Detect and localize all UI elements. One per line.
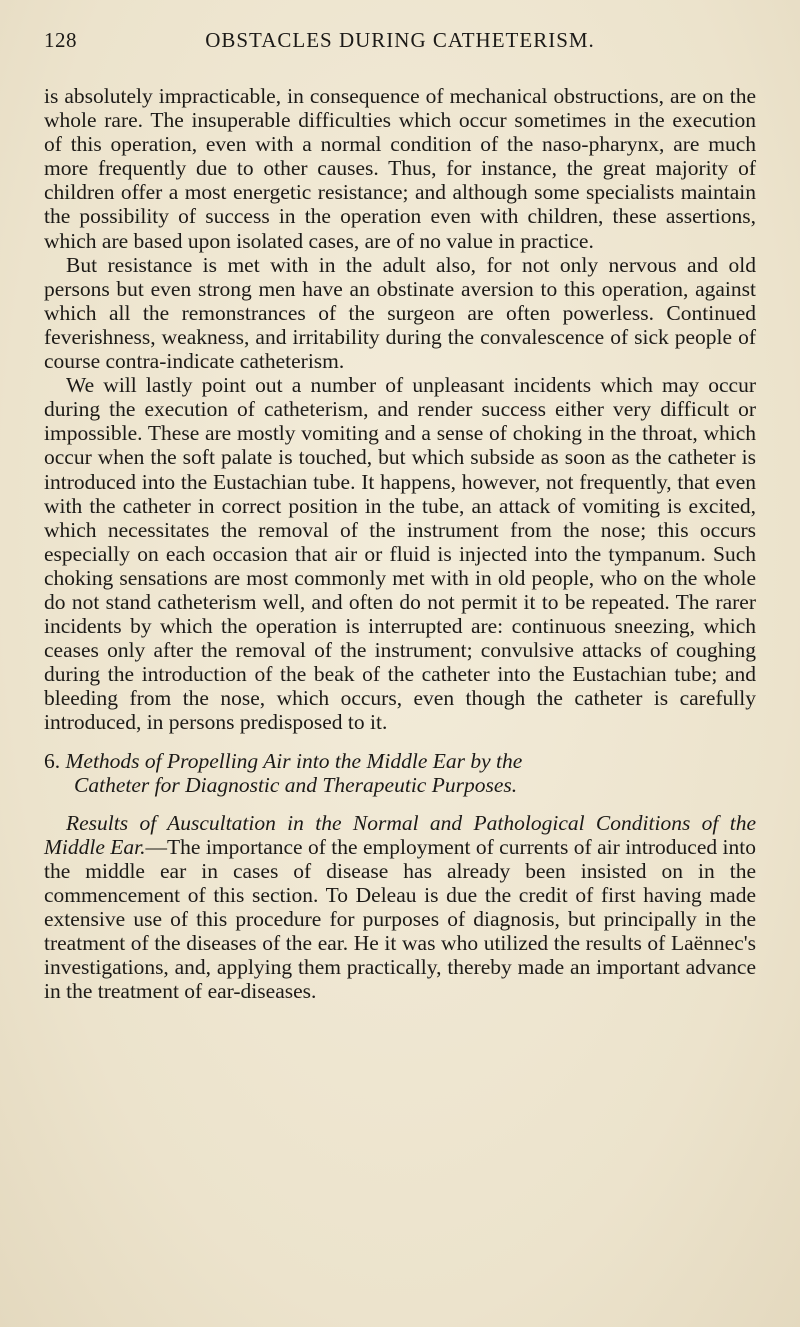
running-title: OBSTACLES DURING CATHETERISM. [205, 28, 595, 52]
section-title-line-2: Catheter for Diagnostic and Therapeutic Purposes. [74, 772, 518, 797]
section-title-line-1: Methods of Propelling Air into the Middle Ear by the [65, 748, 523, 773]
section-number: 6. [44, 748, 61, 773]
page-header [44, 28, 756, 58]
subsection-lead: Results of Auscultation in the Normal and Pathological Conditions of the Middle Ear. [44, 810, 756, 859]
section-heading [44, 749, 756, 797]
subsection-paragraph [44, 811, 756, 1004]
paragraph-2: But resistance is met with in the adult also, for not only nervous and old persons but even strong men have an obstinate aversion to this operation, against which all the remonstrances of the surgeon are often powerless. Continued feverishness, weakness, and irritability during the convalescence of sick people of course contra-indicate catheterism. [44, 252, 756, 374]
body-text [44, 84, 756, 1003]
subsection-text: —The importance of the employment of currents of air introduced into the middle ear in cases of disease has already been insisted on in the commencement of this section. To Deleau is due the credit of first having made extensive use of this procedure for purposes of diagnosis, but principally in the treatment of the diseases of the ear. He it was who utilized the results of Laënnec's investigations, and, applying them practically, thereby made an important advance in the treatment of ear-diseases. [44, 834, 756, 1004]
paragraph-3: We will lastly point out a number of unpleasant incidents which may occur during the execution of catheterism, and render success either very difficult or impossible. These are mostly vomiting and a sense of choking in the throat, which occur when the soft palate is touched, but which subside as soon as the catheter is introduced into the Eustachian tube. It happens, however, not frequently, that even with the catheter in correct position in the tube, an attack of vomiting is excited, which necessitates the removal of the instrument from the nose; this occurs especially on each occasion that air or fluid is injected into the tympanum. Such choking sensations are most commonly met with in old people, who on the whole do not stand catheterism well, and often do not permit it to be repeated. The rarer incidents by which the operation is interrupted are: continuous sneezing, which ceases only after the removal of the instrument; convulsive attacks of coughing during the introduction of the beak of the catheter into the Eustachian tube; and bleeding from the nose, which occurs, even though the catheter is carefully introduced, in persons predisposed to it. [44, 373, 756, 735]
paragraph-1: is absolutely impracticable, in consequence of mechanical obstructions, are on the whole rare. The insuperable difficulties which occur sometimes in the execution of this operation, even with a normal condition of the naso-pharynx, are much more frequently due to other causes. Thus, for instance, the great majority of children offer a most energetic resistance; and although some specialists maintain the possibility of success in the operation even with children, these assertions, which are based upon isolated cases, are of no value in practice. [44, 84, 756, 253]
page-number: 128 [44, 28, 77, 52]
